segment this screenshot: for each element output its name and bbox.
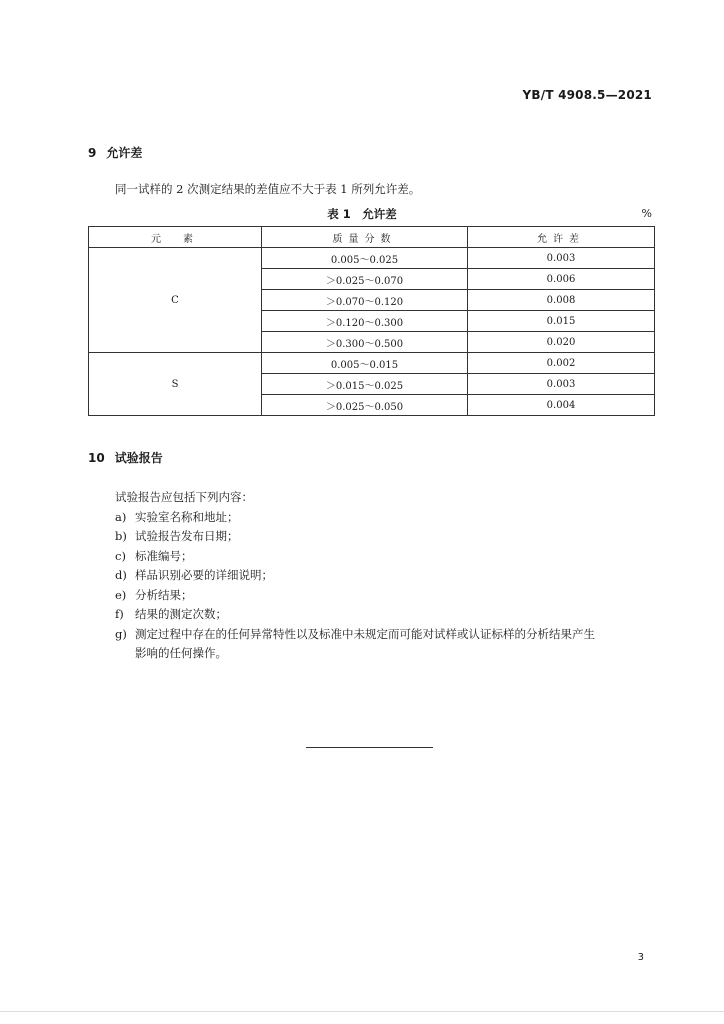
page-edge-divider bbox=[0, 1011, 724, 1012]
list-item bbox=[115, 625, 595, 645]
range-cell: 0.005～0.025 bbox=[262, 248, 468, 269]
range-cell: ＞0.025～0.050 bbox=[262, 395, 468, 416]
tolerance-cell: 0.003 bbox=[468, 248, 655, 269]
list-marker: f) bbox=[115, 607, 124, 621]
list-item-text: 分析结果； bbox=[135, 587, 193, 602]
table-row bbox=[89, 353, 655, 374]
tolerance-table bbox=[88, 226, 655, 416]
list-item-text: 标准编号； bbox=[135, 548, 193, 563]
standard-code: YB/T 4908.5—2021 bbox=[522, 88, 652, 102]
range-cell: ＞0.025～0.070 bbox=[262, 269, 468, 290]
page-number: 3 bbox=[637, 952, 644, 963]
table-caption: 表 1 允许差 bbox=[327, 207, 397, 221]
tolerance-cell: 0.020 bbox=[468, 332, 655, 353]
list-marker: d) bbox=[115, 568, 127, 582]
list-item bbox=[115, 605, 595, 625]
list-item bbox=[115, 566, 595, 586]
tolerance-cell: 0.003 bbox=[468, 374, 655, 395]
element-cell-c: C bbox=[89, 248, 262, 353]
range-cell: 0.005～0.015 bbox=[262, 353, 468, 374]
list-item-text: 结果的测定次数； bbox=[135, 607, 227, 621]
report-contents-list bbox=[115, 488, 595, 664]
table-header-row bbox=[89, 227, 655, 248]
section-10-heading bbox=[88, 449, 163, 466]
table-row bbox=[89, 248, 655, 269]
list-item-text: 样品识别必要的详细说明； bbox=[135, 568, 273, 582]
element-cell-s: S bbox=[89, 353, 262, 416]
list-marker: e) bbox=[115, 587, 127, 602]
range-cell: ＞0.070～0.120 bbox=[262, 290, 468, 311]
range-cell: ＞0.015～0.025 bbox=[262, 374, 468, 395]
list-intro bbox=[115, 488, 595, 508]
list-marker: a) bbox=[115, 509, 127, 524]
list-item-continuation: 影响的任何操作。 bbox=[135, 646, 227, 660]
list-item bbox=[115, 508, 595, 528]
tolerance-cell: 0.006 bbox=[468, 269, 655, 290]
section-9-title: 允许差 bbox=[106, 146, 143, 160]
list-item-text: 试验报告发布日期； bbox=[135, 529, 239, 543]
table-unit: % bbox=[641, 207, 652, 220]
list-marker: c) bbox=[115, 548, 126, 563]
list-item bbox=[115, 527, 595, 547]
list-item bbox=[115, 586, 595, 606]
section-10-title: 试验报告 bbox=[114, 451, 163, 465]
header-mass-fraction: 质量分数 bbox=[262, 227, 468, 248]
tolerance-cell: 0.002 bbox=[468, 353, 655, 374]
section-9-text: 同一试样的 2 次测定结果的差值应不大于表 1 所列允许差。 bbox=[115, 182, 421, 196]
section-10-number: 10 bbox=[88, 451, 105, 465]
list-intro-text: 试验报告应包括下列内容： bbox=[115, 490, 253, 504]
list-marker: b) bbox=[115, 529, 127, 543]
tolerance-cell: 0.015 bbox=[468, 311, 655, 332]
list-item bbox=[115, 547, 595, 567]
section-9-heading bbox=[88, 144, 142, 161]
list-item-text: 实验室名称和地址； bbox=[135, 509, 239, 524]
list-item-text: 测定过程中存在的任何异常特性以及标准中未规定而可能对试样或认证标样的分析结果产生 bbox=[135, 626, 595, 641]
header-element: 元 素 bbox=[89, 227, 262, 248]
range-cell: ＞0.300～0.500 bbox=[262, 332, 468, 353]
tolerance-cell: 0.008 bbox=[468, 290, 655, 311]
end-rule bbox=[306, 747, 433, 748]
tolerance-cell: 0.004 bbox=[468, 395, 655, 416]
range-cell: ＞0.120～0.300 bbox=[262, 311, 468, 332]
header-tolerance: 允许差 bbox=[468, 227, 655, 248]
section-9-number: 9 bbox=[88, 146, 97, 160]
list-marker: g) bbox=[115, 626, 127, 641]
